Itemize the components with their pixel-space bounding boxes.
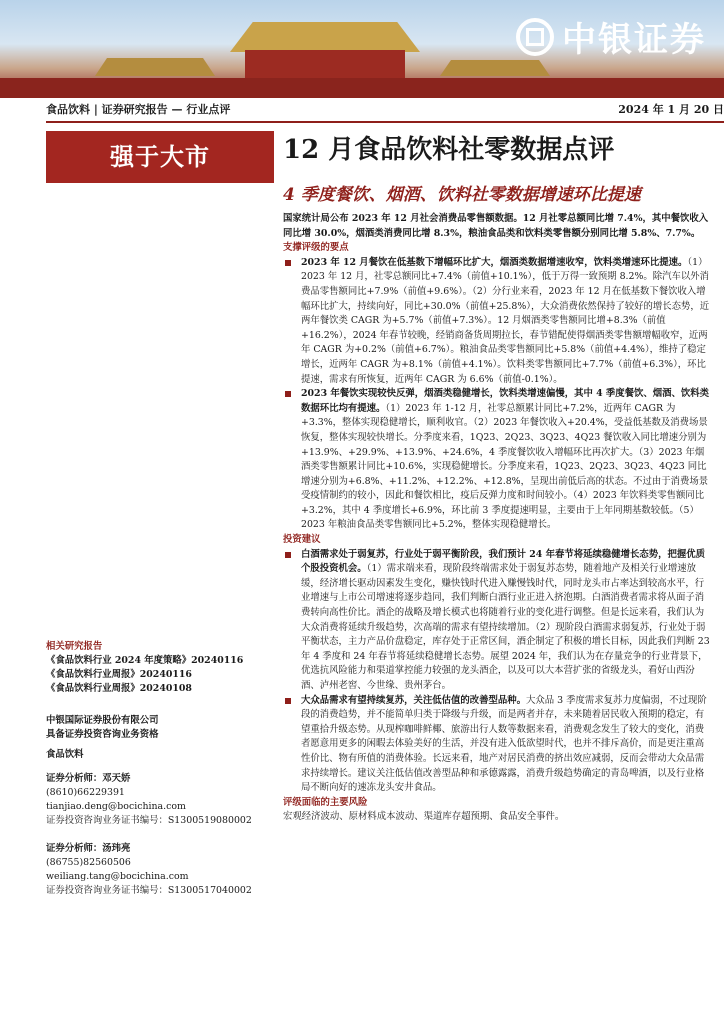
report-category: 食品饮料 | 证券研究报告 — 行业点评: [46, 103, 231, 116]
risk-text: 宏观经济波动、原材料成本波动、渠道库存超预期、食品安全事件。: [283, 811, 565, 823]
company-info: [46, 714, 274, 762]
related-item: 《食品饮料行业周报》20240116: [46, 669, 192, 680]
analyst-title: 证券分析师：汤玮亮: [46, 843, 131, 854]
brand-logo: [516, 12, 706, 61]
bullet-text: （1）2023 年 1-12 月，社零总额累计同比+7.2%，近两年 CAGR 为+3.3%，整体实现稳健增长，顺利收官。（2）2023 年餐饮收入+20.4%，受益低基数及消费场景恢复，整体实现较快增长。分季度来看，1Q23、2Q23、3Q23、4Q23 餐饮收入同比增速分别为+13.9%、+29.9%、+13.9%、+24.6%，4 季度餐饮收入增幅环比再次扩大。（3）2023 年烟酒类零售额累计同比+10.6%，实现稳健增长。分季度来看，1Q23、2Q23、3Q23、4Q23 同比增速分别为+6.8%、+11.2%、+12.2%、+12.8%，呈现出前低后高的状态。不过由于消费场景受疫情制约的较小，因此和餐饮相比，疫后反弹力度和时间较小。（4）2023 年饮料类零售额同比+3.2%，其中 4 季度增长+6.9%，环比前 3 季度提速明显，主要由于上年同期基数较低。（5）2023 年粮油食品类零售额同比+5.2%，整体实现稳健增长。: [301, 402, 709, 531]
bullet-bold: 大众品需求有望持续复苏，关注低估值的改善型品种。: [301, 694, 527, 706]
main-content: [283, 212, 713, 825]
bullet-text: 大众品 3 季度需求复苏力度偏弱，不过现阶段的消费趋势，并不能简单归类于降级与升级，而是两者并存，未来随着居民收入预期的稳定，有望重拾升级态势。从现榨咖啡鲜椰、旅游出行人数等数据来看，消费观念发生了较大的变化，消费者愿意用更多的闲暇去体验美好的生活，并没有进入低欲望时代，也并不排斥高价，而是更注重高性价比、物有所值的消费体验。长远来看，地产对居民消费的挤出效应减弱，反而会带动大众品需求持续增长。建议关注低估值改善型品种和承德露露，消费升级趋势确定的青岛啤酒，以及行业格局不断向好的速冻龙头安井食品。: [301, 694, 707, 794]
bullet-support-2: [283, 387, 713, 533]
analyst-1: [46, 772, 274, 828]
bullet-advice-1: [283, 548, 713, 694]
company-qualification: 具备证券投资咨询业务资格: [46, 729, 159, 740]
banner-building-left: [95, 58, 215, 76]
banner-wall: [0, 78, 724, 98]
bullet-bold: 白酒需求处于弱复苏，行业处于弱平衡阶段，我们预计 24 年春节将延续稳健增长态势，把握优质个股投资机会。: [301, 548, 705, 575]
analyst-phone: (8610)66229391: [46, 787, 125, 798]
banner-building-main: [230, 22, 420, 52]
related-heading: 相关研究报告: [46, 641, 103, 652]
report-meta: [46, 100, 724, 120]
section-heading-support: 支撑评级的要点: [283, 242, 349, 254]
section-heading-risks: 评级面临的主要风险: [283, 796, 368, 808]
analyst-license: 证券投资咨询业务证书编号：S1300517040002: [46, 885, 252, 896]
report-date: 2024 年 1 月 20 日: [618, 103, 724, 116]
analyst-2: [46, 842, 274, 898]
lead-paragraph: 国家统计局公布 2023 年 12 月社会消费品零售额数据。12 月社零总额同比增 7.4%，其中餐饮收入同比增 30.0%，烟酒类消费同比增 8.3%，粮油食品类和饮料类零售额分别同比增 5.8%、7.7%。: [283, 213, 709, 239]
logo-text: 中银证券: [562, 20, 706, 60]
rating-badge: 强于大市: [46, 131, 274, 183]
report-title: 12 月食品饮料社零数据点评: [283, 135, 615, 165]
bullet-support-1: [283, 256, 713, 387]
bank-logo-icon: [516, 18, 554, 56]
analyst-email: weiliang.tang@bocichina.com: [46, 871, 189, 882]
analyst-phone: (86755)82560506: [46, 857, 131, 868]
header-divider: [46, 121, 724, 123]
analyst-title: 证券分析师：邓天娇: [46, 773, 131, 784]
report-subtitle: 4 季度餐饮、烟酒、饮料社零数据增速环比提速: [283, 185, 641, 205]
section-heading-advice: 投资建议: [283, 534, 321, 546]
bullet-text: （1）需求端来看，现阶段终端需求处于弱复苏态势，随着地产及相关行业增速放缓，经济增长驱动因素发生变化，赚快钱时代进入赚慢钱时代，同时龙头市占率达到较高水平，行业增速与上市公司增速将逐步趋同，我们判断白酒行业正进入挤泡期。白酒消费者需求将从面子消费转向高性价比。酒企的战略及增长模式也将随着行业的变化进行调整。但是长远来看，我们认为大众消费将延续升级趋势，次高端的需求有望持续增加。（2）现阶段白酒需求弱复苏，行业处于弱平衡状态，主力产品价盘稳定，库存处于正常区间，酒企制定了积极的增长目标，因此我们判断 23 年 4 季度和 24 年春节将延续稳健增长态势。展望 2024 年，我们认为在存量竞争的行业背景下，优选抗风险能力和渠道掌控能力较强的龙头酒企，以及可以大本营扩张的省级龙头，看好山西汾酒、泸州老窖、今世缘、贵州茅台。: [301, 563, 710, 691]
sector-name: 食品饮料: [46, 749, 84, 760]
analyst-email: tianjiao.deng@bocichina.com: [46, 801, 186, 812]
related-item: 《食品饮料行业周报》20240108: [46, 683, 192, 694]
banner-hall: [245, 50, 405, 80]
banner-building-right: [440, 60, 550, 76]
bullet-text: （1）2023 年 12 月，社零总额同比+7.4%（前值+10.1%），低于万得一致预期 8.2%。除汽车以外消费品零售额同比+7.9%（前值+9.6%）。（2）分行业来看，2023 年 12 月在低基数下餐饮收入增幅环比扩大，持续向好，同比+30.0%（前值+25.8%），大众消费依然保持了较好的增长态势，近两年餐饮类 CAGR 为+5.7%（前值+7.3%）。12 月烟酒类零售额同比增+8.3%（前值+16.2%），2024 年春节较晚，经销商备货周期拉长，春节错配使得烟酒类零售额增幅收窄，近两年 CAGR 为+0.2%（前值+6.7%）。粮油食品类零售额同比+5.8%（前值+4.4%），维持了稳定增长，近两年 CAGR 为+8.1%（前值+4.1%）。饮料类零售额同比+7.7%（前值+6.3%），环比提速，需求有所恢复，近两年 CAGR 为 6.6%（前值-0.1%）。: [301, 256, 710, 385]
related-item: 《食品饮料行业 2024 年度策略》20240116: [46, 655, 244, 666]
header-banner: [0, 0, 724, 98]
analyst-license: 证券投资咨询业务证书编号：S1300519080002: [46, 815, 252, 826]
company-name: 中银国际证券股份有限公司: [46, 715, 159, 726]
bullet-advice-2: [283, 694, 713, 796]
bullet-bold: 2023 年餐饮实现较快反弹，烟酒类稳健增长，饮料类增速偏慢，其中 4 季度餐饮、烟酒、饮料类数据环比均有提速。: [301, 388, 710, 414]
related-reports: [46, 640, 274, 696]
bullet-bold: 2023 年 12 月餐饮在低基数下增幅环比扩大，烟酒类数据增速收窄，饮料类增速环比提速。: [301, 256, 688, 268]
